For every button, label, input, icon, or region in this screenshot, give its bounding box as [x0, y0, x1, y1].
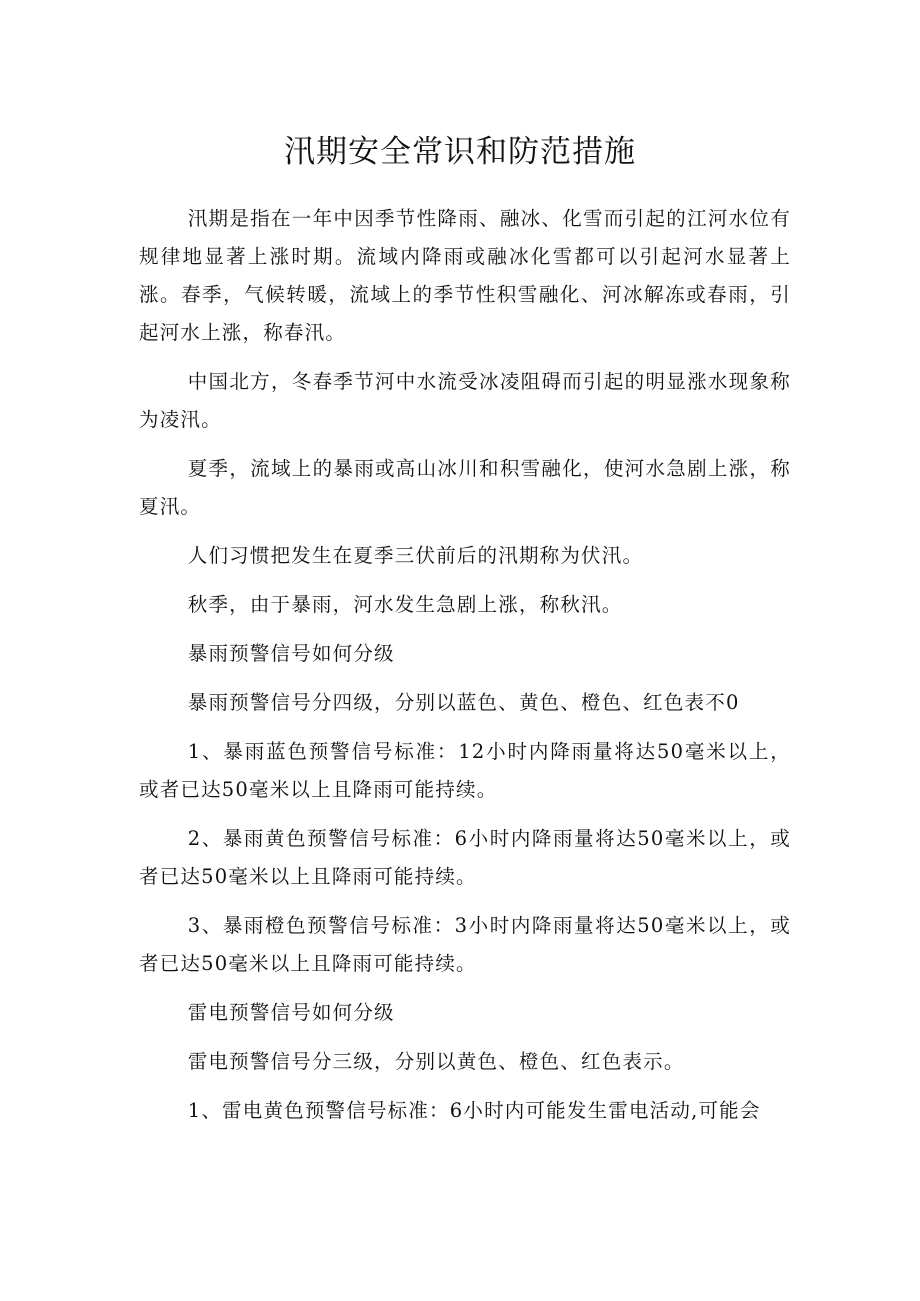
paragraph-rainstorm-levels: 暴雨预警信号分四级，分别以蓝色、黄色、橙色、红色表不0	[187, 691, 740, 714]
paragraph-autumn-flood: 秋季，由于暴雨，河水发生急剧上涨，称秋汛。	[187, 593, 623, 616]
paragraph-thunder-levels: 雷电预警信号分三级，分别以黄色、橙色、红色表示。	[187, 1050, 685, 1073]
document-title: 汛期安全常识和防范措施	[284, 134, 636, 170]
paragraph-dog-days-flood: 人们习惯把发生在夏季三伏前后的汛期称为伏汛。	[187, 544, 644, 567]
paragraph-summer-flood: 夏季，流域上的暴雨或高山冰川和积雪融化，使河水急剧上涨，称夏汛。	[139, 457, 791, 518]
paragraph-rainstorm-orange: 3、暴雨橙色预警信号标准：3小时内降雨量将达50毫米以上，或者已达50毫米以上且降雨可能持续。	[139, 914, 791, 975]
paragraph-rainstorm-yellow: 2、暴雨黄色预警信号标准：6小时内降雨量将达50毫米以上，或者已达50毫米以上且降雨可能持续。	[139, 827, 791, 888]
document-body	[139, 200, 791, 1141]
paragraph-thunder-yellow: 1、雷电黄色预警信号标准：6小时内可能发生雷电活动,可能会	[187, 1099, 761, 1122]
paragraph-rainstorm-blue: 1、暴雨蓝色预警信号标准：12小时内降雨量将达50毫米以上，或者已达50毫米以上且降雨可能持续。	[139, 740, 791, 801]
paragraph-flood-season-definition: 汛期是指在一年中因季节性降雨、融冰、化雪而引起的江河水位有规律地显著上涨时期。流域内降雨或融冰化雪都可以引起河水显著上涨。春季，气候转暖，流域上的季节性积雪融化、河冰解冻或春雨，引起河水上涨，称春汛。	[139, 207, 791, 344]
paragraph-ice-flood: 中国北方，冬春季节河中水流受冰凌阻碍而引起的明显涨水现象称为凌汛。	[139, 370, 791, 431]
heading-rainstorm-warning: 暴雨预警信号如何分级	[187, 642, 395, 665]
heading-thunder-warning: 雷电预警信号如何分级	[187, 1001, 395, 1024]
